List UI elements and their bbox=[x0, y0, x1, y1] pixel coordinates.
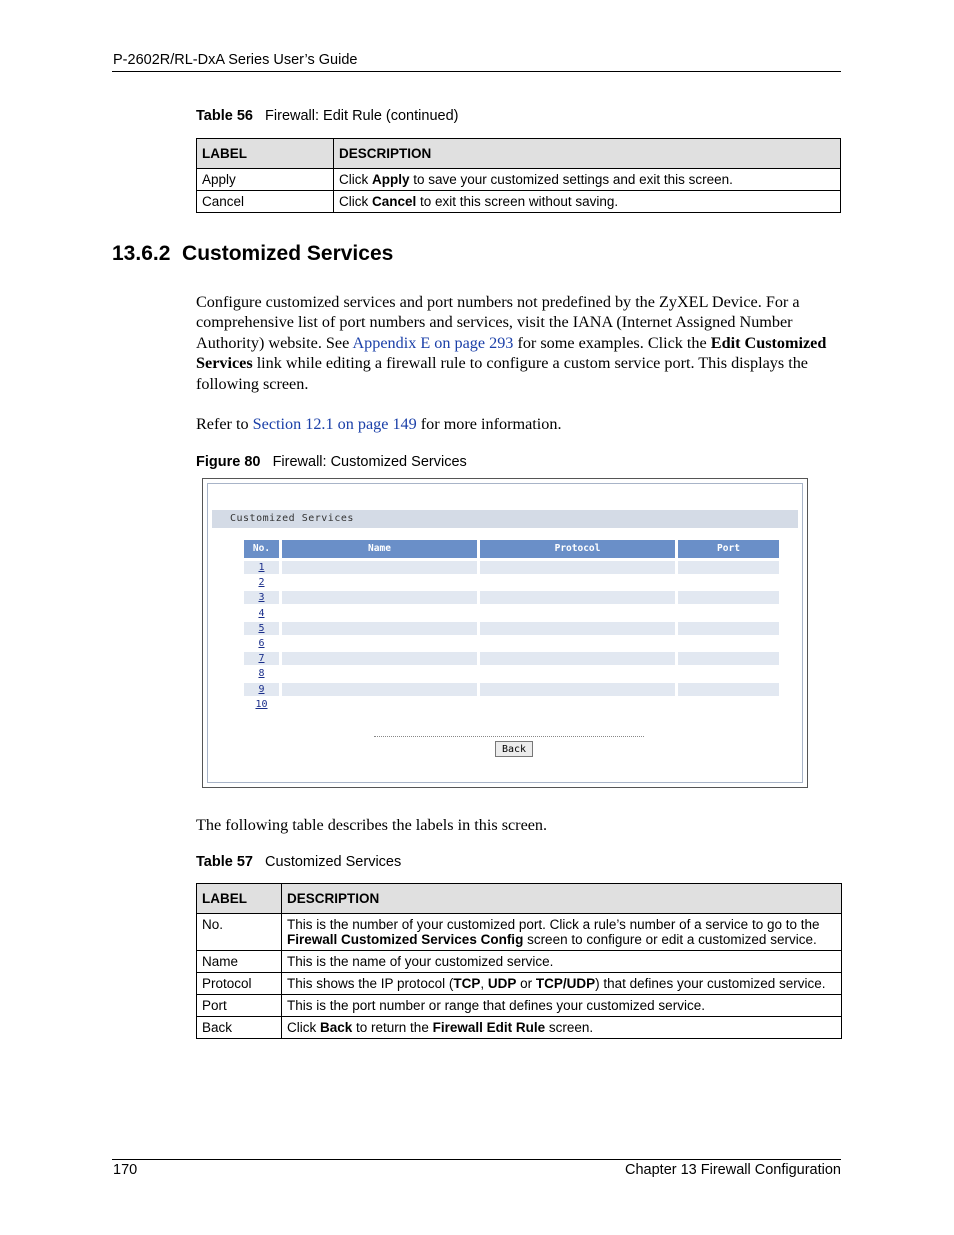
table57-desc-name: This is the name of your customized service. bbox=[282, 951, 842, 973]
table56-label-cancel: Cancel bbox=[197, 191, 334, 213]
table-row bbox=[197, 1017, 842, 1039]
table-row bbox=[197, 995, 842, 1017]
service-name-cell bbox=[282, 622, 477, 635]
service-protocol-cell bbox=[480, 576, 675, 589]
service-protocol-cell bbox=[480, 622, 675, 635]
col-protocol: Protocol bbox=[480, 540, 675, 558]
table57-caption-text: Customized Services bbox=[265, 854, 402, 870]
table57-label-protocol: Protocol bbox=[197, 973, 282, 995]
footer-rule bbox=[112, 1159, 841, 1160]
service-number-link[interactable]: 4 bbox=[258, 607, 265, 619]
service-port-cell bbox=[678, 576, 779, 589]
table-row bbox=[197, 914, 842, 951]
section-title: 13.6.2 Customized Services bbox=[112, 242, 394, 265]
customized-services-screenshot bbox=[202, 478, 808, 788]
intro-paragraph: Configure customized services and port numbers not predefined by the ZyXEL Device. For a comprehensive list of port numbers and services, visit the IANA (Internet Assigned Number Authority) website. See Appendix E on page 293 for some examples. Click the Edit Customized Services link while editing a firewall rule to configure a custom service port. This displays the following screen. bbox=[196, 293, 827, 393]
table-row bbox=[244, 561, 779, 576]
appendix-e-link[interactable]: Appendix E on page 293 bbox=[352, 333, 514, 352]
service-port-cell bbox=[678, 698, 779, 711]
table56-desc-apply: Click Apply to save your customized settings and exit this screen. bbox=[334, 169, 841, 191]
service-port-cell bbox=[678, 561, 779, 574]
service-port-cell bbox=[678, 622, 779, 635]
table56-label-apply: Apply bbox=[197, 169, 334, 191]
table-row bbox=[197, 973, 842, 995]
table-row bbox=[244, 652, 779, 667]
table57-header-label: LABEL bbox=[197, 884, 282, 914]
service-name-cell bbox=[282, 607, 477, 620]
service-name-cell bbox=[282, 561, 477, 574]
table57-desc-no: This is the number of your customized port. Click a rule’s number of a service to go to the Firewall Customized Services Config screen to configure or edit a customized service. bbox=[282, 914, 842, 951]
table-row bbox=[244, 591, 779, 606]
screen-title-bar: Customized Services bbox=[212, 510, 798, 528]
table57-caption-label: Table 57 bbox=[196, 854, 253, 870]
service-protocol-cell bbox=[480, 591, 675, 604]
table56-caption-text: Firewall: Edit Rule (continued) bbox=[265, 108, 459, 124]
table57 bbox=[196, 883, 842, 1039]
service-name-cell bbox=[282, 698, 477, 711]
table57-label-no: No. bbox=[197, 914, 282, 951]
services-rows bbox=[244, 561, 779, 713]
col-name: Name bbox=[282, 540, 477, 558]
table57-desc-back: Click Back to return the Firewall Edit Rule screen. bbox=[282, 1017, 842, 1039]
col-no: No. bbox=[244, 540, 279, 558]
header-rule bbox=[112, 71, 841, 72]
service-number-link[interactable]: 8 bbox=[258, 668, 265, 680]
service-protocol-cell bbox=[480, 637, 675, 650]
service-name-cell bbox=[282, 576, 477, 589]
service-name-cell bbox=[282, 667, 477, 680]
table57-desc-protocol: This shows the IP protocol (TCP, UDP or TCP/UDP) that defines your customized service. bbox=[282, 973, 842, 995]
table-row bbox=[197, 951, 842, 973]
table-row bbox=[244, 607, 779, 622]
table-row bbox=[244, 667, 779, 682]
table57-caption bbox=[196, 854, 401, 870]
table57-label-name: Name bbox=[197, 951, 282, 973]
running-header: P-2602R/RL-DxA Series User’s Guide bbox=[113, 52, 358, 68]
service-protocol-cell bbox=[480, 667, 675, 680]
service-name-cell bbox=[282, 591, 477, 604]
table57-header-description: DESCRIPTION bbox=[282, 884, 842, 914]
page-number: 170 bbox=[113, 1162, 138, 1178]
figure80-caption bbox=[196, 454, 467, 470]
service-port-cell bbox=[678, 667, 779, 680]
service-name-cell bbox=[282, 637, 477, 650]
chapter-title: Chapter 13 Firewall Configuration bbox=[625, 1162, 841, 1178]
screenshot-panel bbox=[207, 483, 803, 783]
service-name-cell bbox=[282, 683, 477, 696]
table-row bbox=[244, 622, 779, 637]
service-number-link[interactable]: 3 bbox=[244, 591, 279, 604]
service-number-link[interactable]: 5 bbox=[244, 622, 279, 635]
col-port: Port bbox=[678, 540, 779, 558]
table-row bbox=[244, 698, 779, 713]
service-number-link[interactable]: 2 bbox=[258, 577, 265, 589]
service-port-cell bbox=[678, 637, 779, 650]
service-port-cell bbox=[678, 683, 779, 696]
services-table-header bbox=[244, 540, 779, 561]
table56-caption-label: Table 56 bbox=[196, 108, 253, 124]
figure80-caption-label: Figure 80 bbox=[196, 454, 261, 470]
table57-desc-port: This is the port number or range that defines your customized service. bbox=[282, 995, 842, 1017]
back-button[interactable]: Back bbox=[495, 741, 533, 757]
table-row bbox=[244, 576, 779, 591]
service-number-link[interactable]: 6 bbox=[258, 637, 265, 649]
service-protocol-cell bbox=[480, 607, 675, 620]
table56-caption bbox=[196, 108, 458, 124]
table56-header-label: LABEL bbox=[197, 139, 334, 169]
table-row bbox=[244, 637, 779, 652]
service-protocol-cell bbox=[480, 652, 675, 665]
table-row bbox=[244, 683, 779, 698]
service-port-cell bbox=[678, 591, 779, 604]
service-number-link[interactable]: 1 bbox=[244, 561, 279, 574]
service-port-cell bbox=[678, 607, 779, 620]
table56-header-description: DESCRIPTION bbox=[334, 139, 841, 169]
section-12-1-link[interactable]: Section 12.1 on page 149 bbox=[252, 415, 417, 433]
table-intro-paragraph: The following table describes the labels in this screen. bbox=[196, 816, 548, 834]
table-row bbox=[197, 169, 841, 191]
service-protocol-cell bbox=[480, 683, 675, 696]
table-row bbox=[197, 191, 841, 213]
service-protocol-cell bbox=[480, 561, 675, 574]
service-protocol-cell bbox=[480, 698, 675, 711]
table57-label-port: Port bbox=[197, 995, 282, 1017]
table57-label-back: Back bbox=[197, 1017, 282, 1039]
table56-desc-cancel: Click Cancel to exit this screen without saving. bbox=[334, 191, 841, 213]
service-number-link[interactable]: 10 bbox=[255, 698, 268, 710]
service-number-link[interactable]: 9 bbox=[244, 683, 279, 696]
service-port-cell bbox=[678, 652, 779, 665]
table56 bbox=[196, 138, 841, 213]
refer-paragraph: Refer to Section 12.1 on page 149 for more information. bbox=[196, 415, 562, 433]
figure80-caption-text: Firewall: Customized Services bbox=[272, 454, 467, 470]
divider bbox=[374, 736, 644, 737]
service-name-cell bbox=[282, 652, 477, 665]
service-number-link[interactable]: 7 bbox=[244, 652, 279, 665]
customized-services-table bbox=[244, 540, 779, 713]
